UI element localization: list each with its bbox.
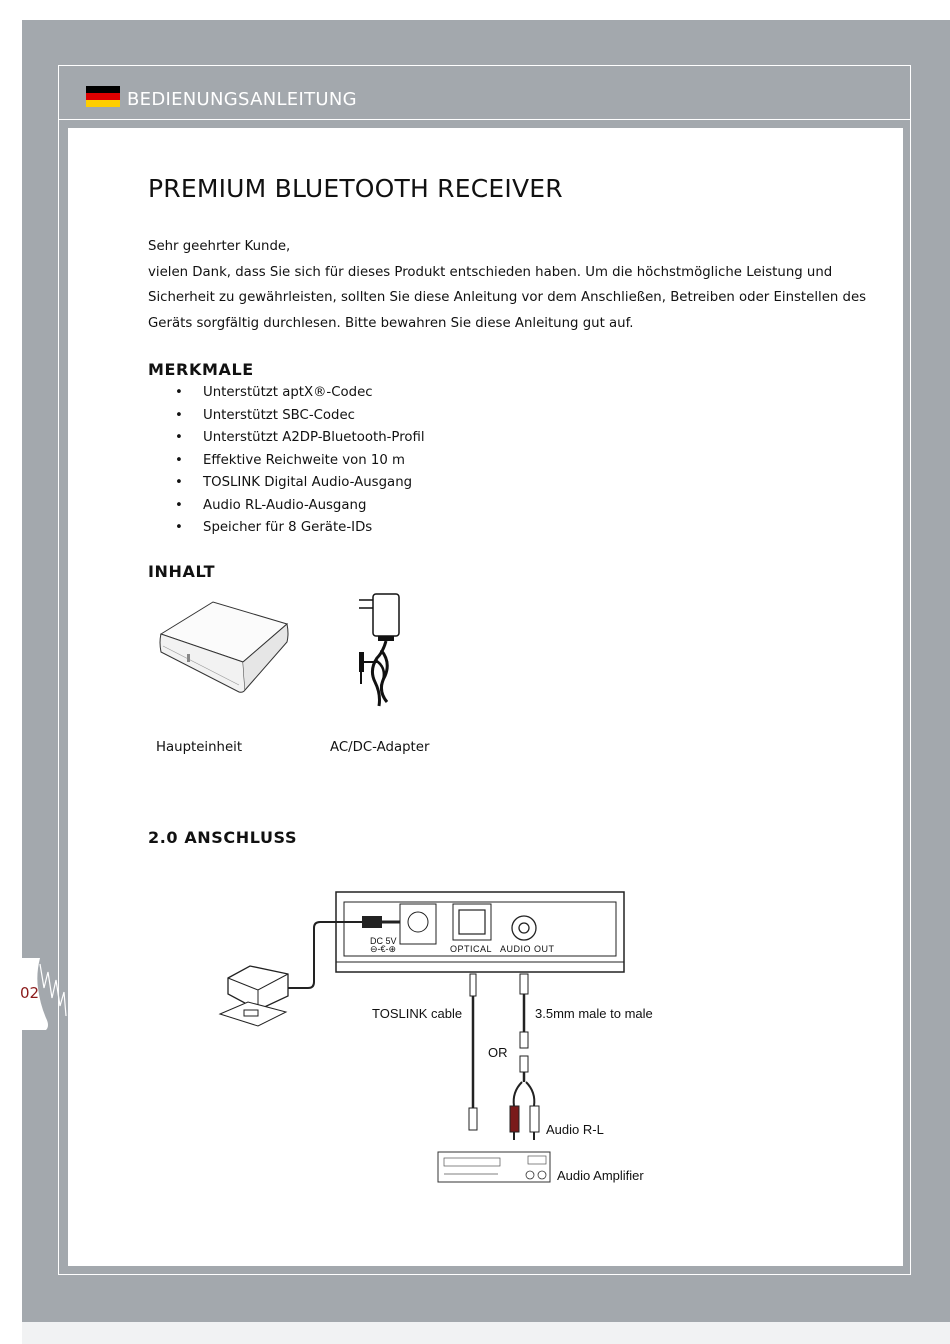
feature-item: • TOSLINK Digital Audio-Ausgang — [175, 472, 425, 495]
connection-diagram — [210, 886, 670, 1191]
intro-line: Geräts sorgfältig durchlesen. Bitte bewahren Sie diese Anleitung gut auf. — [148, 315, 634, 331]
flag-stripe-gold — [86, 100, 120, 107]
feature-item: • Effektive Reichweite von 10 m — [175, 450, 425, 473]
header-divider — [58, 119, 911, 120]
feature-item: • Audio RL-Audio-Ausgang — [175, 495, 425, 518]
features-list — [175, 382, 425, 540]
contents-heading: INHALT — [148, 562, 216, 581]
feature-item: • Speicher für 8 Geräte-IDs — [175, 517, 425, 540]
toslink-cable-label: TOSLINK cable — [372, 1006, 463, 1021]
audio-out-port-label: AUDIO OUT — [500, 944, 555, 954]
caption-main-unit: Haupteinheit — [156, 740, 243, 755]
receiver-unit-illustration — [155, 596, 295, 708]
header-title: BEDIENUNGSANLEITUNG — [127, 89, 357, 110]
feature-item: • Unterstützt SBC-Codec — [175, 405, 425, 428]
or-label: OR — [488, 1045, 508, 1060]
audio-rl-label: Audio R-L — [546, 1122, 604, 1137]
german-flag-icon — [86, 86, 120, 107]
dc-polarity-icon: ⊖-€-⊕ — [370, 944, 397, 954]
flag-stripe-black — [86, 86, 120, 93]
bottom-strip — [22, 1322, 950, 1344]
dc-port-label: DC 5V — [370, 936, 397, 946]
intro-line: vielen Dank, dass Sie sich für dieses Produkt entschieden haben. Um die höchstmögliche Leistung und — [148, 264, 833, 280]
jack-cable-label: 3.5mm male to male — [535, 1006, 653, 1021]
page-number: 02 — [20, 984, 40, 1002]
connection-heading: 2.0 ANSCHLUSS — [148, 828, 298, 847]
feature-item: • Unterstützt A2DP-Bluetooth-Profil — [175, 427, 425, 450]
amplifier-label: Audio Amplifier — [557, 1168, 644, 1183]
document-title: PREMIUM BLUETOOTH RECEIVER — [148, 174, 563, 203]
caption-adapter: AC/DC-Adapter — [330, 740, 430, 755]
intro-line: Sicherheit zu gewährleisten, sollten Sie diese Anleitung vor dem Anschließen, Betreiben oder Einstellen des — [148, 290, 867, 305]
intro-text — [148, 234, 868, 336]
greeting: Sehr geehrter Kunde, — [148, 239, 291, 254]
feature-item: • Unterstützt aptX®-Codec — [175, 382, 425, 405]
flag-stripe-red — [86, 93, 120, 100]
power-adapter-illustration — [345, 590, 415, 716]
features-heading: MERKMALE — [148, 360, 254, 379]
optical-port-label: OPTICAL — [450, 944, 493, 954]
